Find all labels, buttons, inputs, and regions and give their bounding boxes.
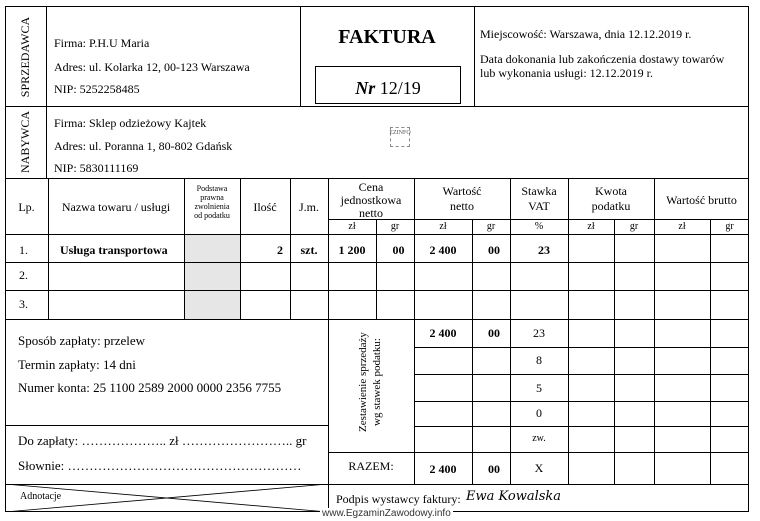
basis-column-fill [184, 234, 240, 319]
row-1-unit: szt. [300, 243, 318, 257]
invoice-number-label: Nr [355, 78, 376, 98]
seller-side-label: SPRZEDAWCA [18, 16, 32, 98]
summary-row-line [414, 401, 749, 402]
row-2-lp: 2. [19, 268, 28, 282]
seller-firm: Firma: P.H.U Maria [54, 36, 150, 50]
row-1-lp: 1. [19, 243, 28, 257]
col-header-qty: Ilość [253, 200, 277, 214]
amount-to-pay: Do zapłaty: ……………….. zł …………………….. gr [18, 433, 307, 448]
sub-gr: gr [629, 221, 639, 232]
payment-account: Numer konta: 25 1100 2589 2000 0000 2356 7755 [18, 380, 282, 395]
side-label-divider [46, 6, 47, 178]
row-1-net-gr: 00 [488, 243, 500, 257]
col-line [614, 219, 615, 484]
summary-row-2-rate: 8 [536, 353, 542, 367]
amount-in-words: Słownie: ……………………………………………… [18, 458, 302, 473]
col-header-price-3: netto [359, 206, 383, 220]
col-line [710, 219, 711, 484]
footer-url: www.EgzaminZawodowy.info [322, 508, 451, 519]
summary-side-label [356, 307, 386, 457]
seller-address: Adres: ul. Kolarka 12, 00-123 Warszawa [54, 60, 250, 74]
summary-row-1-rate: 23 [533, 326, 545, 340]
buyer-divider [5, 178, 749, 179]
sub-zl: zł [587, 221, 595, 232]
col-header-lp: Lp. [18, 200, 35, 214]
buyer-side-label: NABYWCA [18, 111, 32, 173]
row-1-name: Usługa transportowa [60, 243, 168, 257]
col-header-vat-2: VAT [528, 199, 550, 213]
buyer-address: Adres: ul. Poranna 1, 80-802 Gdańsk [54, 139, 233, 153]
delivery-date-line1: Data dokonania lub zakończenia dostawy towarów [480, 52, 725, 66]
summary-label-line2: wg stawek podatku: [371, 338, 383, 426]
row-1-net-zl: 2 400 [429, 243, 457, 257]
sub-zl: zł [439, 221, 447, 232]
row-1-qty: 2 [277, 243, 283, 257]
row-1-price-gr: 00 [392, 243, 405, 257]
header-divider [5, 106, 749, 107]
title-right-divider [474, 6, 475, 106]
buyer-nip: NIP: 5830111169 [54, 161, 139, 175]
col-header-name: Nazwa towaru / usługi [61, 200, 171, 214]
col-header-basis-4: od podatku [194, 211, 230, 220]
issuer-signature: Ewa Kowalska [466, 489, 562, 504]
col-line [472, 219, 473, 484]
col-header-net-2: netto [450, 199, 474, 213]
title-left-divider [300, 6, 301, 106]
summary-total-line [328, 452, 749, 453]
sub-gr: gr [486, 221, 496, 232]
buyer-firm: Firma: Sklep odzieżowy Kajtek [54, 116, 207, 130]
col-header-price-2: jednostkowa [340, 193, 402, 207]
col-header-tax-1: Kwota [595, 184, 627, 198]
sub-gr: gr [725, 221, 734, 232]
sub-zl: zł [678, 221, 686, 232]
summary-label-line1: Zestawienie sprzedaży [357, 332, 369, 432]
col-header-price-1: Cena [358, 180, 384, 194]
issuer-label: Podpis wystawcy faktury: [336, 492, 461, 506]
row-1-price-zl: 1 200 [338, 243, 366, 257]
row2-bottom [5, 290, 749, 291]
col-header-tax-2: podatku [591, 199, 631, 213]
summary-row-line [414, 374, 749, 375]
summary-total-gr: 00 [488, 462, 500, 476]
invoice-title: FAKTURA [338, 26, 436, 48]
col-header-unit: J.m. [298, 200, 319, 214]
row1-bottom [5, 262, 749, 263]
watermark-text: EZINFO [389, 130, 411, 136]
invoice-number-value: 12/19 [379, 78, 421, 98]
col-line [376, 219, 377, 319]
col-header-gross: Wartość brutto [666, 193, 737, 207]
row-3-lp: 3. [19, 297, 28, 311]
delivery-date-line2: lub wykonania usługi: 12.12.2019 r. [480, 66, 653, 80]
col-header-basis-1: Podstawa [196, 184, 228, 193]
payment-divider [5, 425, 328, 426]
summary-row-1-net-gr: 00 [488, 326, 500, 340]
payment-method: Sposób zapłaty: przelew [18, 333, 146, 348]
col-header-basis-2: prawna [200, 193, 224, 202]
seller-nip: NIP: 5252258485 [54, 82, 140, 96]
annotations-label: Adnotacje [20, 491, 62, 502]
sub-gr: gr [390, 221, 400, 232]
summary-total-label: RAZEM: [348, 459, 394, 473]
col-header-basis-3: zwolnienia [194, 202, 230, 211]
sub-pct: % [534, 221, 544, 232]
payment-due: Termin zapłaty: 14 dni [18, 357, 136, 372]
invoice-number [315, 78, 461, 99]
summary-row-4-rate: 0 [536, 406, 542, 420]
summary-row-line [414, 347, 749, 348]
summary-total-zl: 2 400 [429, 462, 457, 476]
summary-row-5-rate: zw. [532, 433, 546, 444]
summary-row-3-rate: 5 [536, 381, 542, 395]
summary-left-line [328, 319, 329, 512]
header-row-bottom [5, 234, 749, 235]
sub-zl: zł [348, 221, 356, 232]
row-1-vat: 23 [538, 243, 550, 257]
summary-total-rate: X [534, 461, 544, 475]
place-date: Miejscowość: Warszawa, dnia 12.12.2019 r. [480, 27, 692, 41]
summary-row-1-net-zl: 2 400 [429, 326, 457, 340]
col-header-vat-1: Stawka [521, 184, 557, 198]
summary-row-line [414, 426, 749, 427]
col-header-net-1: Wartość [442, 184, 482, 198]
